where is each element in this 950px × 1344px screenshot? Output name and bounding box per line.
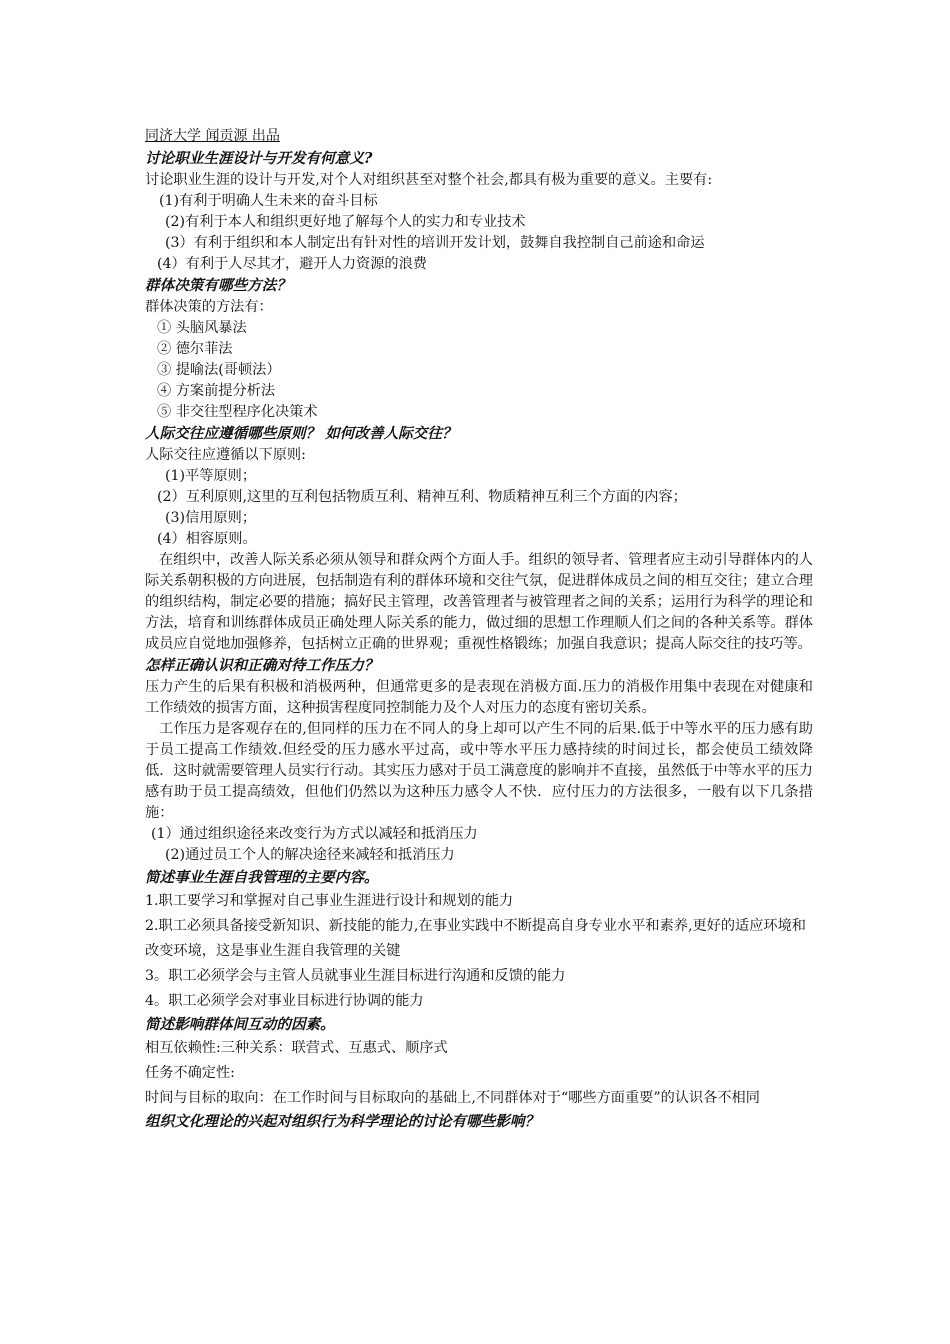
body-paragraph: 在组织中，改善人际关系必须从领导和群众两个方面人手。组织的领导者、管理者应主动引导群体内的人际关系朝积极的方向进展，包括制造有利的群体环境和交往气氛，促进群体成员之间的相互交往；建立合理的组织结构，制定必要的措施；搞好民主管理，改善管理者与被管理者之间的关系；运用行为科学的理论和方法，培育和训练群体成员正确处理人际关系的能力，做过细的思想工作理顺人们之间的各种关系等。群体成员应自觉地加强修养，包括树立正确的世界观；重视性格锻练；加强自我意识；提高人际交往的技巧等。 (145, 552, 813, 652)
credit-line: 同济大学 闻贡源 出品 (145, 128, 280, 144)
list-item: (4）有利于人尽其才，避开人力资源的浪费 (157, 256, 427, 272)
section-heading: 简述影响群体间互动的因素。 (145, 1016, 335, 1033)
list-item: (2)有利于本人和组织更好地了解每个人的实力和专业技术 (165, 214, 526, 230)
document-page (145, 126, 813, 1133)
list-item: 任务不确定性: (145, 1065, 235, 1081)
list-item: (1)平等原则； (165, 468, 257, 484)
list-item: (2)通过员工个人的解决途径来减轻和抵消压力 (165, 847, 455, 863)
section-intro: 群体决策的方法有： (145, 299, 273, 315)
list-item: 相互依赖性:三种关系：联营式、互惠式、顺序式 (145, 1040, 448, 1056)
section-career-design (145, 148, 813, 275)
section-org-culture (145, 1111, 813, 1133)
list-item: 1.职工要学习和掌握对自己事业生涯进行设计和规划的能力 (145, 893, 514, 909)
list-item: ① 头脑风暴法 (157, 320, 247, 336)
list-item: 2.职工必须具备接受新知识、新技能的能力,在事业实践中不断提高自身专业水平和素养,更好的适应环境和改变环境，这是事业生涯自我管理的关键 (145, 918, 806, 959)
list-item: 时间与目标的取向：在工作时间与目标取向的基础上,不同群体对于“哪些方面重要”的认识各不相同 (145, 1090, 760, 1106)
list-item: 4。职工必须学会对事业目标进行协调的能力 (145, 993, 424, 1009)
section-intro: 讨论职业生涯的设计与开发,对个人对组织甚至对整个社会,都具有极为重要的意义。主要有: (145, 172, 713, 188)
section-intro: 人际交往应遵循以下原则: (145, 447, 306, 463)
section-intergroup-factors (145, 1014, 813, 1111)
section-heading: 讨论职业生涯设计与开发有何意义? (145, 150, 373, 167)
list-item: ③ 提喻法(哥顿法） (157, 362, 281, 378)
list-item: ④ 方案前提分析法 (157, 383, 276, 399)
list-item: (2）互利原则,这里的互利包括物质互利、精神互利、物质精神互利三个方面的内容； (157, 489, 687, 505)
section-work-stress (145, 655, 813, 866)
list-item: 3。职工必须学会与主管人员就事业生涯目标进行沟通和反馈的能力 (145, 968, 566, 984)
section-career-self-management (145, 867, 813, 1014)
list-item: (4）相容原则。 (157, 531, 257, 547)
section-heading: 简述事业生涯自我管理的主要内容。 (145, 869, 379, 886)
section-interpersonal (145, 423, 813, 655)
list-item: (3）有利于组织和本人制定出有针对性的培训开发计划，鼓舞自我控制自己前途和命运 (165, 235, 705, 251)
list-item: ⑤ 非交往型程序化决策术 (157, 404, 318, 420)
list-item: (1）通过组织途径来改变行为方式以减轻和抵消压力 (151, 826, 478, 842)
section-group-decision (145, 275, 813, 423)
body-paragraph: 压力产生的后果有积极和消极两种，但通常更多的是表现在消极方面.压力的消极作用集中表现在对健康和工作绩效的损害方面，这种损害程度同控制能力及个人对压力的态度有密切关系。 (145, 679, 813, 716)
list-item: (1)有利于明确人生未来的奋斗目标 (159, 193, 378, 209)
body-paragraph: 工作压力是客观存在的,但同样的压力在不同人的身上却可以产生不同的后果.低于中等水平的压力感有助于员工提高工作绩效.但经受的压力感水平过高，或中等水平压力感持续的时间过长，都会使员工绩效降低．这时就需要管理人员实行行动。其实压力感对于员工满意度的影响并不直接，虽然低于中等水平的压力感有助于员工提高绩效，但他们仍然以为这种压力感令人不快．应付压力的方法很多，一般有以下几条措施： (145, 721, 813, 821)
section-heading: 群体决策有哪些方法？ (145, 277, 291, 294)
section-heading: 怎样正确认识和正确对待工作压力？ (145, 657, 379, 674)
section-heading: 人际交往应遵循哪些原则？ 如何改善人际交往？ (145, 425, 457, 442)
section-heading: 组织文化理论的兴起对组织行为科学理论的讨论有哪些影响？ (145, 1113, 540, 1130)
list-item: (3)信用原则； (165, 510, 257, 526)
list-item: ② 德尔菲法 (157, 341, 233, 357)
